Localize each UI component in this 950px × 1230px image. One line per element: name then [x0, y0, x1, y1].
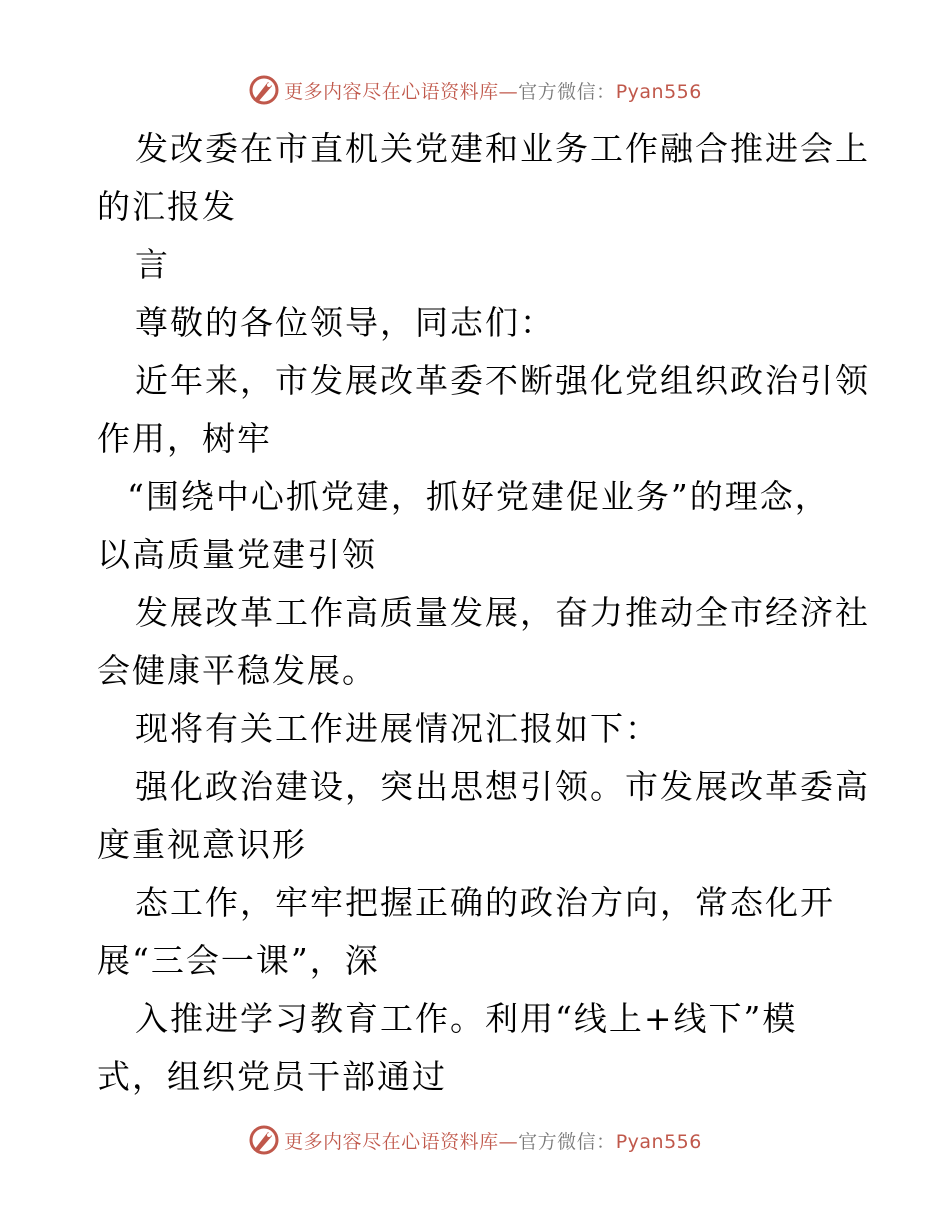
text-line: 入推进学习教育工作。利用“线上+线下”模: [135, 999, 798, 1038]
banner-label: 官方微信：: [518, 80, 616, 103]
banner-site: 更多内容尽在心语资料库: [284, 1130, 499, 1153]
text-line: 尊敬的各位领导，同志们：: [135, 303, 555, 342]
text-line: 言: [135, 245, 170, 284]
text-line: 以高质量党建引领: [97, 535, 377, 574]
pen-nib-logo-icon: [248, 74, 280, 106]
banner-separator: —: [498, 1130, 519, 1153]
text-line: 展“三会一课”，深: [97, 941, 380, 980]
text-line: 会健康平稳发展。: [97, 651, 377, 690]
banner-inner: [248, 1124, 702, 1156]
text-line: 态工作，牢牢把握正确的政治方向，常态化开: [135, 883, 835, 922]
banner-text: [284, 1127, 702, 1154]
header-banner: [0, 70, 950, 110]
banner-inner: [248, 74, 702, 106]
banner-site: 更多内容尽在心语资料库: [284, 80, 499, 103]
text-line: 作用，树牢: [97, 419, 272, 458]
banner-label: 官方微信：: [518, 1130, 616, 1153]
text-line: 发展改革工作高质量发展，奋力推动全市经济社: [135, 593, 870, 632]
pen-nib-logo-icon: [248, 1124, 280, 1156]
text-line: 现将有关工作进展情况汇报如下：: [135, 709, 660, 748]
text-line: 强化政治建设，突出思想引领。市发展改革委高: [135, 767, 870, 806]
text-line: 的汇报发: [97, 187, 237, 226]
text-line: 度重视意识形: [97, 825, 307, 864]
banner-wechat-id: Pyan556: [615, 80, 702, 103]
text-line: “围绕中心抓党建，抓好党建促业务”的理念，: [127, 477, 830, 516]
banner-separator: —: [498, 80, 519, 103]
text-line: 式，组织党员干部通过: [97, 1057, 447, 1096]
banner-text: [284, 77, 702, 104]
text-line: 发改委在市直机关党建和业务工作融合推进会上: [135, 129, 870, 168]
banner-wechat-id: Pyan556: [615, 1130, 702, 1153]
document-body: [97, 120, 870, 1106]
footer-banner: [0, 1120, 950, 1160]
text-line: 近年来，市发展改革委不断强化党组织政治引领: [135, 361, 870, 400]
